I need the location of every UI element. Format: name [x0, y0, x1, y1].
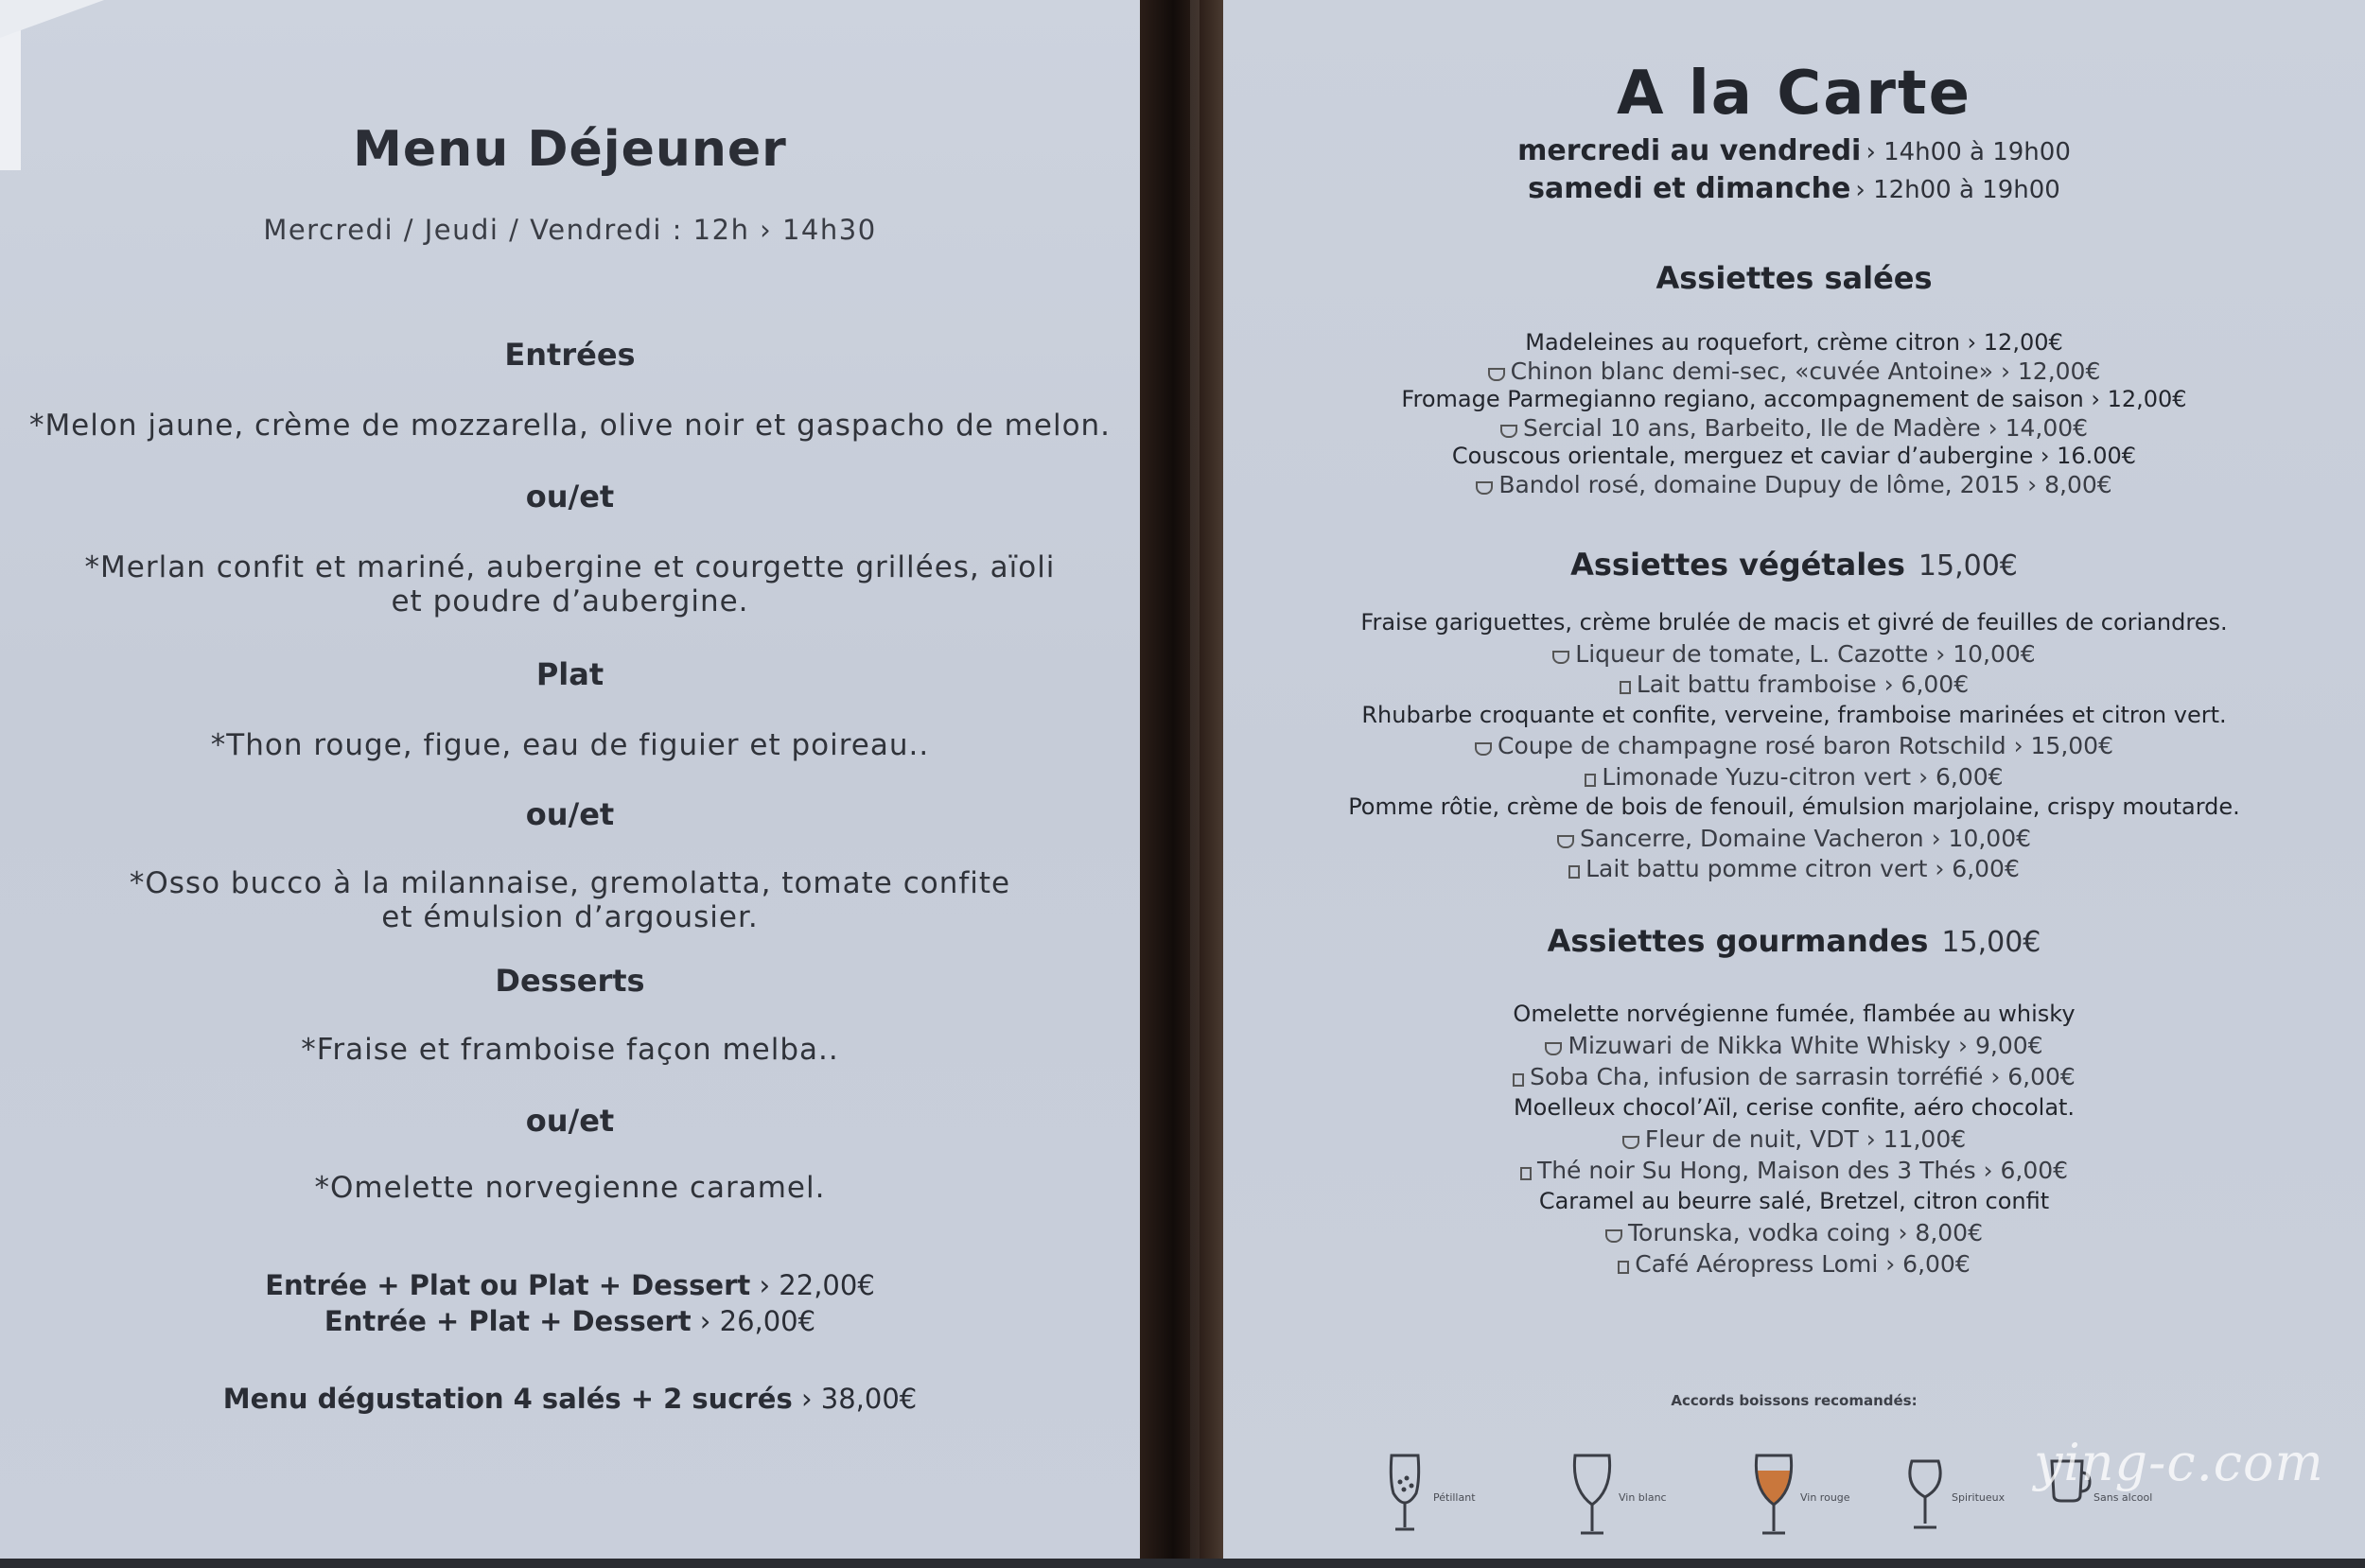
carte-dish [1223, 1094, 2365, 1121]
carte-dish [1223, 793, 2365, 820]
carte-dish [1223, 443, 2365, 469]
price-label: Menu dégustation 4 salés + 2 sucrés [222, 1383, 793, 1415]
line-name: Fleur de nuit, VDT [1644, 1125, 1866, 1153]
line-price: › 6,00€ [1983, 1157, 2069, 1184]
section-heading: Plat [535, 656, 604, 692]
line-name: Rhubarbe croquante et confite, verveine, framboise marinées et citron vert. [1361, 701, 2227, 728]
schedule-hours: › 14h00 à 19h00 [1866, 138, 2071, 166]
price-label: Entrée + Plat ou Plat + Dessert [265, 1269, 751, 1301]
line-name: Soba Cha, infusion de sarrasin torréfié [1530, 1063, 1991, 1090]
menu-item: *Thon rouge, figue, eau de figuier et poireau.. [210, 728, 930, 762]
drink-pairing [1223, 732, 2365, 759]
frame-reflection [1190, 0, 1200, 1568]
wine-glass-icon [1476, 481, 1493, 495]
glass-label: Sans alcool [2093, 1491, 2153, 1504]
wine-glass-icon [1552, 651, 1569, 664]
drink-pairing [1223, 825, 2365, 852]
soft-drink-icon [1620, 681, 1631, 694]
wine-glass-icon [1545, 1042, 1562, 1055]
carte-section-heading [1223, 260, 2365, 296]
wine-glass-icon [1557, 835, 1574, 848]
line-price: › 8,00€ [2027, 471, 2112, 498]
menu-item: et émulsion d’argousier. [381, 900, 759, 934]
line-name: Sercial 10 ans, Barbeito, Ile de Madère [1522, 414, 1988, 442]
carte-section-heading [1223, 923, 2365, 959]
glass-label: Vin blanc [1619, 1491, 1667, 1504]
line-name: Fraise gariguettes, crème brulée de macis et givré de feuilles de coriandres. [1360, 609, 2228, 636]
wine-glass-icon [1475, 742, 1492, 756]
drink-pairing [1223, 640, 2365, 668]
wine-glass-icon [1605, 1229, 1622, 1243]
line-name: Pomme rôtie, crème de bois de fenouil, émulsion marjolaine, crispy moutarde. [1348, 793, 2240, 820]
red-wine-glass-icon [1753, 1452, 1850, 1537]
drink-pairing [1223, 1250, 2365, 1278]
drink-pairing [1223, 414, 2365, 442]
schedule-hours: › 12h00 à 19h00 [1855, 176, 2060, 204]
line-price: › 15,00€ [2013, 732, 2113, 759]
carte-dish [1223, 1001, 2365, 1027]
a-la-carte-title: A la Carte [1617, 59, 1971, 129]
price-line [0, 1269, 1140, 1301]
drink-pairing [1223, 763, 2365, 791]
line-name: Couscous orientale, merguez et caviar d’aubergine [1451, 443, 2041, 469]
schedule-line [1223, 134, 2365, 167]
soft-drink-icon [1568, 865, 1580, 879]
price-value: › 38,00€ [800, 1383, 918, 1415]
price-line [0, 1383, 1140, 1415]
drink-pairing [1223, 1125, 2365, 1153]
line-price: › 12,00€ [1967, 329, 2063, 356]
carte-dish [1223, 702, 2365, 728]
window-sill [0, 1559, 2365, 1568]
line-name: Lait battu framboise [1636, 671, 1884, 698]
drink-pairing [1223, 671, 2365, 698]
menu-item: *Omelette norvegienne caramel. [314, 1171, 826, 1205]
soft-drink-icon [1618, 1261, 1629, 1274]
carte-dish [1223, 609, 2365, 636]
price-value: › 26,00€ [699, 1305, 816, 1337]
line-price: › 14,00€ [1988, 414, 2089, 442]
schedule-days: mercredi au vendredi [1517, 134, 1862, 167]
a-la-carte-sheet [1223, 0, 2365, 1560]
carte-section-heading [1223, 547, 2365, 583]
lunch-menu-sheet [0, 0, 1140, 1560]
line-price: › 6,00€ [1883, 671, 1970, 698]
line-name: Fromage Parmegianno regiano, accompagnement de saison [1401, 386, 2092, 412]
line-name: Caramel au beurre salé, Bretzel, citron confit [1538, 1188, 2050, 1214]
soft-drink-icon [1520, 1167, 1532, 1180]
line-name: Coupe de champagne rosé baron Rotschild [1498, 732, 2014, 759]
carte-dish [1223, 1188, 2365, 1214]
wine-glass-icon [1622, 1136, 1639, 1149]
white-wine-glass-icon [1571, 1452, 1667, 1537]
wine-glass-icon [1488, 368, 1505, 381]
drink-pairing [1223, 471, 2365, 498]
lunch-menu-title: Menu Déjeuner [353, 121, 787, 178]
line-name: Sancerre, Domaine Vacheron [1579, 824, 1932, 852]
paper-fold [0, 0, 104, 38]
wine-glass-icon [1500, 425, 1517, 438]
line-price: › 6,00€ [1885, 1250, 1971, 1278]
section-title: Assiettes salées [1656, 260, 1933, 296]
carte-dish [1223, 386, 2365, 412]
line-price: › 10,00€ [1931, 824, 2032, 852]
section-price: 15,00€ [1941, 926, 2041, 959]
carte-dish [1223, 329, 2365, 356]
line-price: › 6,00€ [1918, 762, 2004, 791]
drink-pairing [1223, 1032, 2365, 1059]
soft-drink-icon [1513, 1073, 1524, 1087]
section-price: 15,00€ [1918, 549, 2018, 583]
line-name: Thé noir Su Hong, Maison des 3 Thés [1536, 1157, 1984, 1184]
menu-item: *Melon jaune, crème de mozzarella, olive noir et gaspacho de melon. [28, 409, 1112, 443]
spirits-glass-icon [1904, 1452, 2006, 1535]
section-title: Assiettes gourmandes [1547, 923, 1929, 959]
section-heading: Desserts [495, 963, 645, 999]
line-price: › 12,00€ [2000, 357, 2101, 385]
line-price: › 10,00€ [1936, 639, 2036, 668]
schedule-line [1223, 172, 2365, 205]
line-name: Mizuwari de Nikka White Whisky [1568, 1032, 1959, 1059]
schedule-days: samedi et dimanche [1528, 172, 1851, 205]
glass-label: Spiritueux [1952, 1491, 2006, 1504]
line-price: › 6,00€ [1935, 855, 2020, 882]
menu-item: *Fraise et framboise façon melba.. [301, 1033, 839, 1067]
line-price: › 8,00€ [1898, 1219, 1983, 1246]
line-name: Limonade Yuzu-citron vert [1602, 762, 1919, 791]
section-heading: ou/et [525, 479, 615, 514]
watermark: ying-c.com [2034, 1433, 2324, 1492]
drink-pairing [1223, 357, 2365, 385]
line-name: Café Aéropress Lomi [1635, 1250, 1886, 1278]
soft-drink-icon [1585, 774, 1596, 787]
window-frame [1140, 0, 1223, 1568]
line-price: › 6,00€ [1990, 1063, 2076, 1090]
line-price: › 12,00€ [2091, 386, 2187, 412]
drink-pairing [1223, 855, 2365, 882]
line-price: › 11,00€ [1866, 1125, 1967, 1153]
price-value: › 22,00€ [759, 1269, 875, 1301]
section-title: Assiettes végétales [1570, 547, 1905, 583]
line-price: › 16.00€ [2040, 443, 2137, 469]
drink-pairing [1223, 1157, 2365, 1184]
menu-item: et poudre d’aubergine. [391, 584, 749, 618]
line-name: Torunska, vodka coing [1628, 1219, 1899, 1246]
section-heading: ou/et [525, 1103, 615, 1139]
line-name: Lait battu pomme citron vert [1585, 855, 1936, 882]
sparkling-glass-icon [1386, 1452, 1476, 1533]
menu-item: *Osso bucco à la milannaise, gremolatta, tomate confite [129, 866, 1011, 900]
price-label: Entrée + Plat + Dessert [324, 1305, 692, 1337]
section-heading: Entrées [504, 337, 636, 373]
line-name: Madeleines au roquefort, crème citron [1525, 329, 1968, 356]
price-line [0, 1305, 1140, 1337]
line-name: Liqueur de tomate, L. Cazotte [1575, 639, 1936, 668]
glass-label: Vin rouge [1800, 1491, 1850, 1504]
line-name: Chinon blanc demi-sec, «cuvée Antoine» [1510, 357, 2001, 385]
menu-item: *Merlan confit et mariné, aubergine et courgette grillées, aïoli [84, 550, 1056, 584]
drink-pairing [1223, 1219, 2365, 1246]
line-name: Bandol rosé, domaine Dupuy de lôme, 2015 [1498, 471, 2028, 498]
pairing-note: Accords boissons recomandés: [1671, 1392, 1918, 1409]
line-price: › 9,00€ [1958, 1032, 2043, 1059]
drink-pairing [1223, 1063, 2365, 1090]
section-heading: ou/et [525, 796, 615, 832]
lunch-menu-schedule: Mercredi / Jeudi / Vendredi : 12h › 14h30 [263, 214, 877, 246]
glass-label: Pétillant [1433, 1491, 1476, 1504]
line-name: Moelleux chocol’Aïl, cerise confite, aéro chocolat. [1513, 1094, 2076, 1121]
line-name: Omelette norvégienne fumée, flambée au whisky [1513, 1001, 2076, 1027]
